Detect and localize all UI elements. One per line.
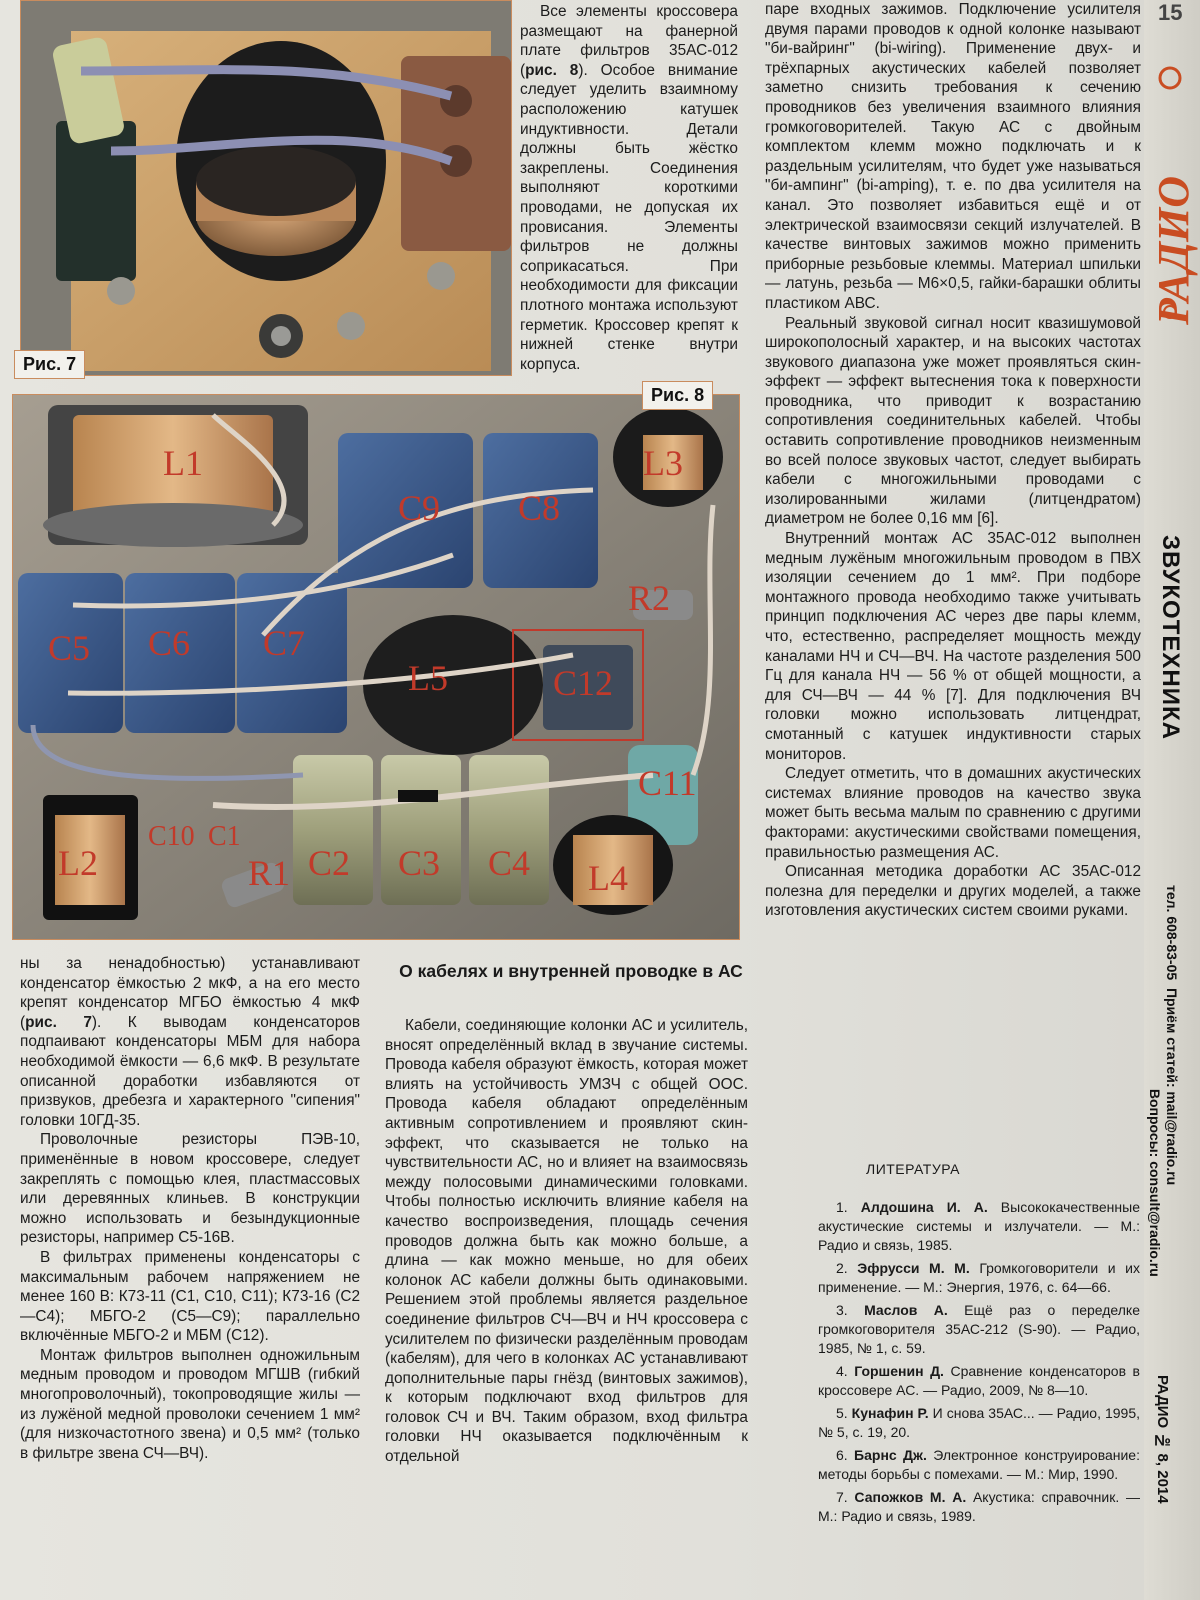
section-heading: О кабелях и внутренней проводке в АС	[399, 961, 743, 981]
right-paragraph-2: Реальный звуковой сигнал носит квазишумовой широкополосный характер, и на высоких частотах звукового диапазона уже может проявляться скин-эффект — эффект вытеснения тока к поверхности проводника, что приводит к возрастанию сопротивления соединительных кабелей. Чтобы оставить сопротивление проводников неизменным во всей полосе звуковых частот, следует выбирать кабели с многожильными проводами с изолированными жилами (литцендратом) диаметром не более 0,16 мм [6].	[765, 314, 1141, 528]
top-column	[520, 2, 738, 374]
right-column	[765, 0, 1141, 921]
right-paragraph-1: паре входных зажимов. Подключение усилителя двумя парами проводов к одной колонке называют "би-вайринг" (bi-wiring). Применение двух- и трёхпарных акустических кабелей позволяет заметно снизить требования к сечению проводников без увеличения взаимного влияния громкоговорителей. Такую АС с двойным комплектом клемм можно подключать и к раздельным усилителям, что будет уже называться "би-ампинг" (bi-amping), т. е. по два усилителя на канал. Это позволяет избавиться ещё и от электрической взаимосвязи секций излучателей. В качестве винтовых зажимов можно применить приборные резьбовые клеммы. Материал шпильки — латунь, резьба — М6×0,5, гайки-барашки облиты пластиком АВС.	[765, 1, 1141, 312]
literature-item: 4. Горшенин Д. Сравнение конденсаторов в кроссовере АС. — Радио, 2009, № 8—10.	[818, 1363, 1140, 1398]
literature-item: 2. Эфрусси М. М. Громкоговорители и их применение. — М.: Энергия, 1976, с. 64—66.	[818, 1260, 1140, 1295]
fig8-label: Рис. 8	[642, 381, 713, 410]
literature-item: 1. Алдошина И. А. Высококачественные акустические системы и излучатели. — М.: Радио и связь, 1985.	[818, 1199, 1140, 1253]
middle-paragraph-1: Кабели, соединяющие колонки АС и усилитель, вносят определённый вклад в звучание системы. Провода кабеля образуют ёмкость, которая может влиять на устойчивость УМЗЧ с общей ООС. Провода кабеля обладают определённым активным сопротивлением и проявляют скин-эффект, что сказывается не только на чувствительности АС, но и влияет на взаимосвязь между полосовыми динамическими головками. Чтобы полностью исключить влияние кабеля на качество воспроизведения, площадь сечения проводов должна быть как можно больше, а длина — как можно меньше, но для обеих колонок АС кабели должны быть одинаковыми. Решением этой проблемы является раздельное соединение фильтров СЧ—ВЧ и НЧ кроссовера с усилителем по физически разделённым проводам (кабелям), для чего в колонках АС устанавливают дополнительные пары гнёзд (винтовых зажимов), к которым подключают вход фильтров для головок СЧ и ВЧ. Таким образом, вход фильтра головки НЧ оказывается подключённым к отдельной	[385, 1017, 748, 1466]
left-paragraph-1: ны за ненадобностью) устанавливают конденсатор ёмкостью 2 мкФ, а на его место крепят конденсатор МГБО ёмкостью 4 мкФ (рис. 7). К выводам конденсаторов подпаивают конденсаторы МБМ для набора необходимой ёмкости — 6,6 мкФ. В результате описанной доработки избавляются от призвуков, дребезга и характерного "сипения" головки 10ГД-35.	[20, 955, 360, 1129]
right-paragraph-5: Описанная методика доработки АС 35АС-012 полезна для переделки и других моделей, а также изготовления акустических систем своими руками.	[765, 863, 1141, 920]
left-paragraph-2: Проволочные резисторы ПЭВ-10, применённые в новом кроссовере, следует закреплять с помощью клея, пластмассовых или деревянных клиньев. В конструкции можно использовать и безындукционные резисторы, например С5-16В.	[20, 1131, 360, 1247]
right-paragraph-3: Внутренний монтаж АС 35АС-012 выполнен медным лужёным многожильным проводом в ПВХ изоляции сечением до 1 мм². При подборе монтажного провода необходимо также учитывать принцип подключения АС через две пары клемм, что, естественно, распределяет мощность между каналами НЧ и СЧ—ВЧ. На частоте разделения 500 Гц для канала НЧ — 56 % от общей мощности, а для СЧ—ВЧ — 44 % [7]. Для подключения ВЧ головки можно использовать литцендрат, смотанный с катушек индуктивности старых мониторов.	[765, 530, 1141, 763]
top-column-paragraph: Все элементы кроссовера размещают на фанерной плате фильтров 35АС-012 (рис. 8). Особое внимание следует уделить взаимному расположению катушек индуктивности. Детали должны быть жёстко закреплены. Соединения выполняют короткими проводами, не допуская их провисания. Элементы фильтров не должны соприкасаться. При необходимости для фиксации плотного монтажа используют герметик. Кроссовер крепят к нижней стенке внутри корпуса.	[520, 3, 738, 373]
fig8-label-c8: C8	[518, 488, 561, 528]
contact-info	[1146, 885, 1180, 1277]
fig8-label-c11: C11	[638, 763, 697, 803]
literature-item: 5. Кунафин Р. И снова 35АС... — Радио, 1995, № 5, с. 19, 20.	[818, 1405, 1140, 1440]
literature-title: ЛИТЕРАТУРА	[866, 1161, 960, 1177]
literature-item: 7. Сапожков М. А. Акустика: справочник. — М.: Радио и связь, 1989.	[818, 1489, 1140, 1524]
right-paragraph-4: Следует отметить, что в домашних акустических системах влияние проводов на качество звука может быть весьма малым по сравнению с другими факторами: акустическими свойствами помещения, правильностью размещения АС.	[765, 765, 1141, 861]
left-column	[20, 954, 360, 1463]
fig8-label-c7: C7	[263, 623, 306, 663]
fig8-label-c2: C2	[308, 843, 351, 883]
fig8-label-c9: C9	[398, 488, 441, 528]
fig8-label-l5: L5	[408, 658, 448, 698]
fig8-label-l4: L4	[588, 858, 628, 898]
fig7-label: Рис. 7	[14, 350, 85, 379]
contact-phone: тел. 608-83-05	[1164, 885, 1180, 981]
fig8-label-c6: C6	[148, 623, 191, 663]
fig8-label-c1: C1	[208, 821, 241, 852]
fig8-label-c4: C4	[488, 843, 531, 883]
fig8-label-c5: C5	[48, 628, 91, 668]
fig8-label-c10: C10	[148, 821, 195, 852]
middle-column	[385, 1016, 748, 1467]
contact-questions: Вопросы: consult@radio.ru	[1147, 1088, 1163, 1277]
left-paragraph-4: Монтаж фильтров выполнен одножильным медным проводом и проводом МГШВ (гибкий многопроволочный), токопроводящие жилы — из лужёной медной проволоки сечением 1 мм² (для низкочастотного звена) и 0,5 мм² (только в фильтре звена СЧ—ВЧ).	[20, 1346, 360, 1462]
literature-list	[818, 1198, 1140, 1530]
fig8-label-c3: C3	[398, 843, 441, 883]
brand-logo-text: РАДИО	[1150, 175, 1198, 325]
fig8-label-c12: C12	[553, 663, 614, 703]
contact-articles: Приём статей: mail@radio.ru	[1164, 987, 1180, 1186]
brand-logo	[1150, 60, 1200, 330]
literature-item: 6. Барнс Дж. Электронное конструирование: методы борьбы с помехами. — М.: Мир, 1990.	[818, 1447, 1140, 1482]
fig7-photo	[20, 0, 512, 376]
fig8-label-l2: L2	[58, 843, 98, 883]
literature-item: 3. Маслов А. Ещё раз о переделке громкоговорителя 35АС-212 (S-90). — Радио, 1985, № 1, с. 59.	[818, 1302, 1140, 1356]
fig8-label-l1: L1	[163, 443, 203, 483]
issue-label: РАДИО № 8, 2014	[1154, 1375, 1171, 1504]
fig8-label-l3: L3	[643, 443, 683, 483]
fig8-label-r1: R1	[248, 853, 291, 893]
left-paragraph-3: В фильтрах применены конденсаторы с максимальным рабочем напряжением не менее 160 В: К73-11 (С1, С10, С11); К73-16 (С2—С4); МБГО-2 (С5—С9); параллельно включённые МБГО-2 и МБМ (С12).	[20, 1248, 360, 1345]
fig8-label-r2: R2	[628, 578, 671, 618]
section-title: ЗВУКОТЕХНИКА	[1157, 535, 1184, 740]
page-number: 15	[1158, 0, 1183, 25]
fig8-photo	[12, 394, 740, 940]
